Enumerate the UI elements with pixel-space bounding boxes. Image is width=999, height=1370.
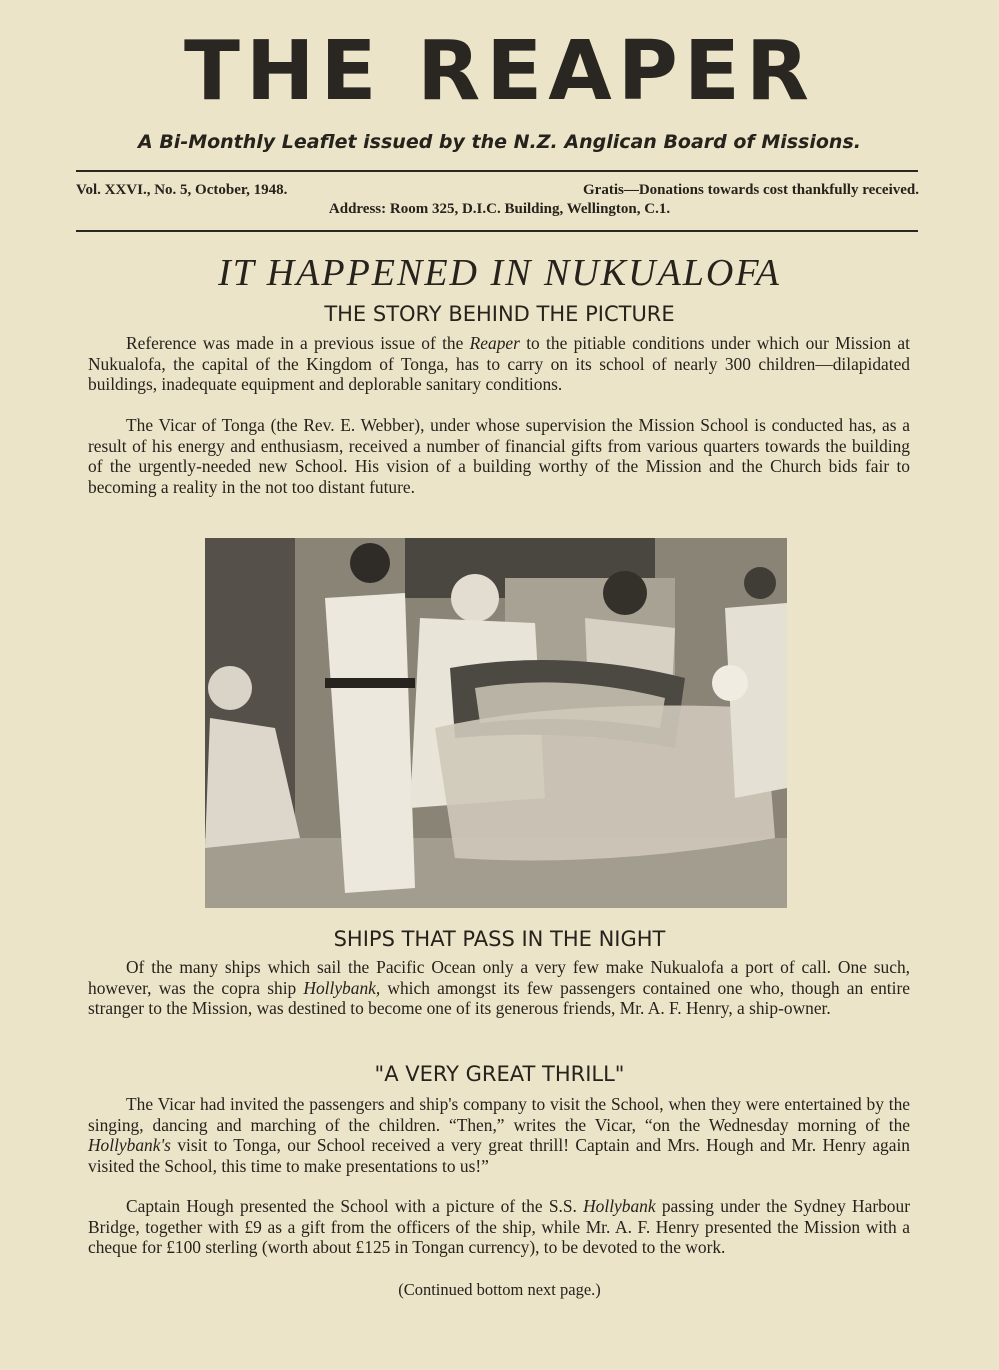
presentation-photograph — [205, 538, 787, 908]
paragraph-ships: Of the many ships which sail the Pacific Ocean only a very few make Nukualofa a port of call. One such, however, was the copra ship Hollybank, which amongst its few passengers contained one who, though an entire stranger to the Mission, was destined to become one of its generous friends, Mr. A. F. Henry, a ship-owner. — [88, 957, 910, 1018]
bottom-rule — [76, 230, 918, 232]
section-heading-thrill: "A VERY GREAT THRILL" — [374, 1062, 625, 1086]
paragraph-reference: Reference was made in a previous issue of the Reaper to the pitiable conditions under which our Mission at Nukualofa, the capital of the Kingdom of Tonga, has to carry on its school of nearly 300 children—dilapidated buildings, inadequate equipment and deplorable sanitary conditions. — [88, 333, 910, 394]
issue-gratis: Gratis—Donations towards cost thankfully received. — [583, 182, 919, 198]
section-heading-ships: SHIPS THAT PASS IN THE NIGHT — [333, 927, 666, 951]
paragraph-presentation: Captain Hough presented the School with a picture of the S.S. Hollybank passing under the Sydney Harbour Bridge, together with £9 as a gift from the officers of the ship, while Mr. A. F. Henry presented the Mission with a cheque for £100 sterling (worth about £125 in Tongan currency), to be devoted to the work. — [88, 1196, 910, 1257]
masthead-tagline: A Bi-Monthly Leaflet issued by the N.Z. Anglican Board of Missions. — [138, 131, 861, 153]
article-headline: IT HAPPENED IN NUKUALOFA — [218, 252, 781, 294]
continued-note: (Continued bottom next page.) — [398, 1280, 601, 1299]
top-rule — [76, 170, 918, 172]
section-heading-story: THE STORY BEHIND THE PICTURE — [324, 302, 675, 326]
paragraph-thrill: The Vicar had invited the passengers and ship's company to visit the School, when they were entertained by the singing, dancing and marching of the children. “Then,” writes the Vicar, “on the Wednesday morning of the Hollybank's visit to Tonga, our School received a very great thrill! Captain and Mrs. Hough and Mr. Henry again visited the School, this time to make presentations to us!” — [88, 1094, 910, 1176]
paragraph-vicar: The Vicar of Tonga (the Rev. E. Webber), under whose supervision the Mission School is conducted has, as a result of his energy and enthusiasm, received a number of financial gifts from various quarters towards the building of the urgently-needed new School. His vision of a building worthy of the Mission and the Church bids fair to becoming a reality in the not too distant future. — [88, 415, 910, 497]
issue-address: Address: Room 325, D.I.C. Building, Wellington, C.1. — [328, 201, 671, 217]
issue-volume: Vol. XXVI., No. 5, October, 1948. — [76, 182, 288, 198]
masthead-title: THE REAPER — [184, 24, 815, 119]
